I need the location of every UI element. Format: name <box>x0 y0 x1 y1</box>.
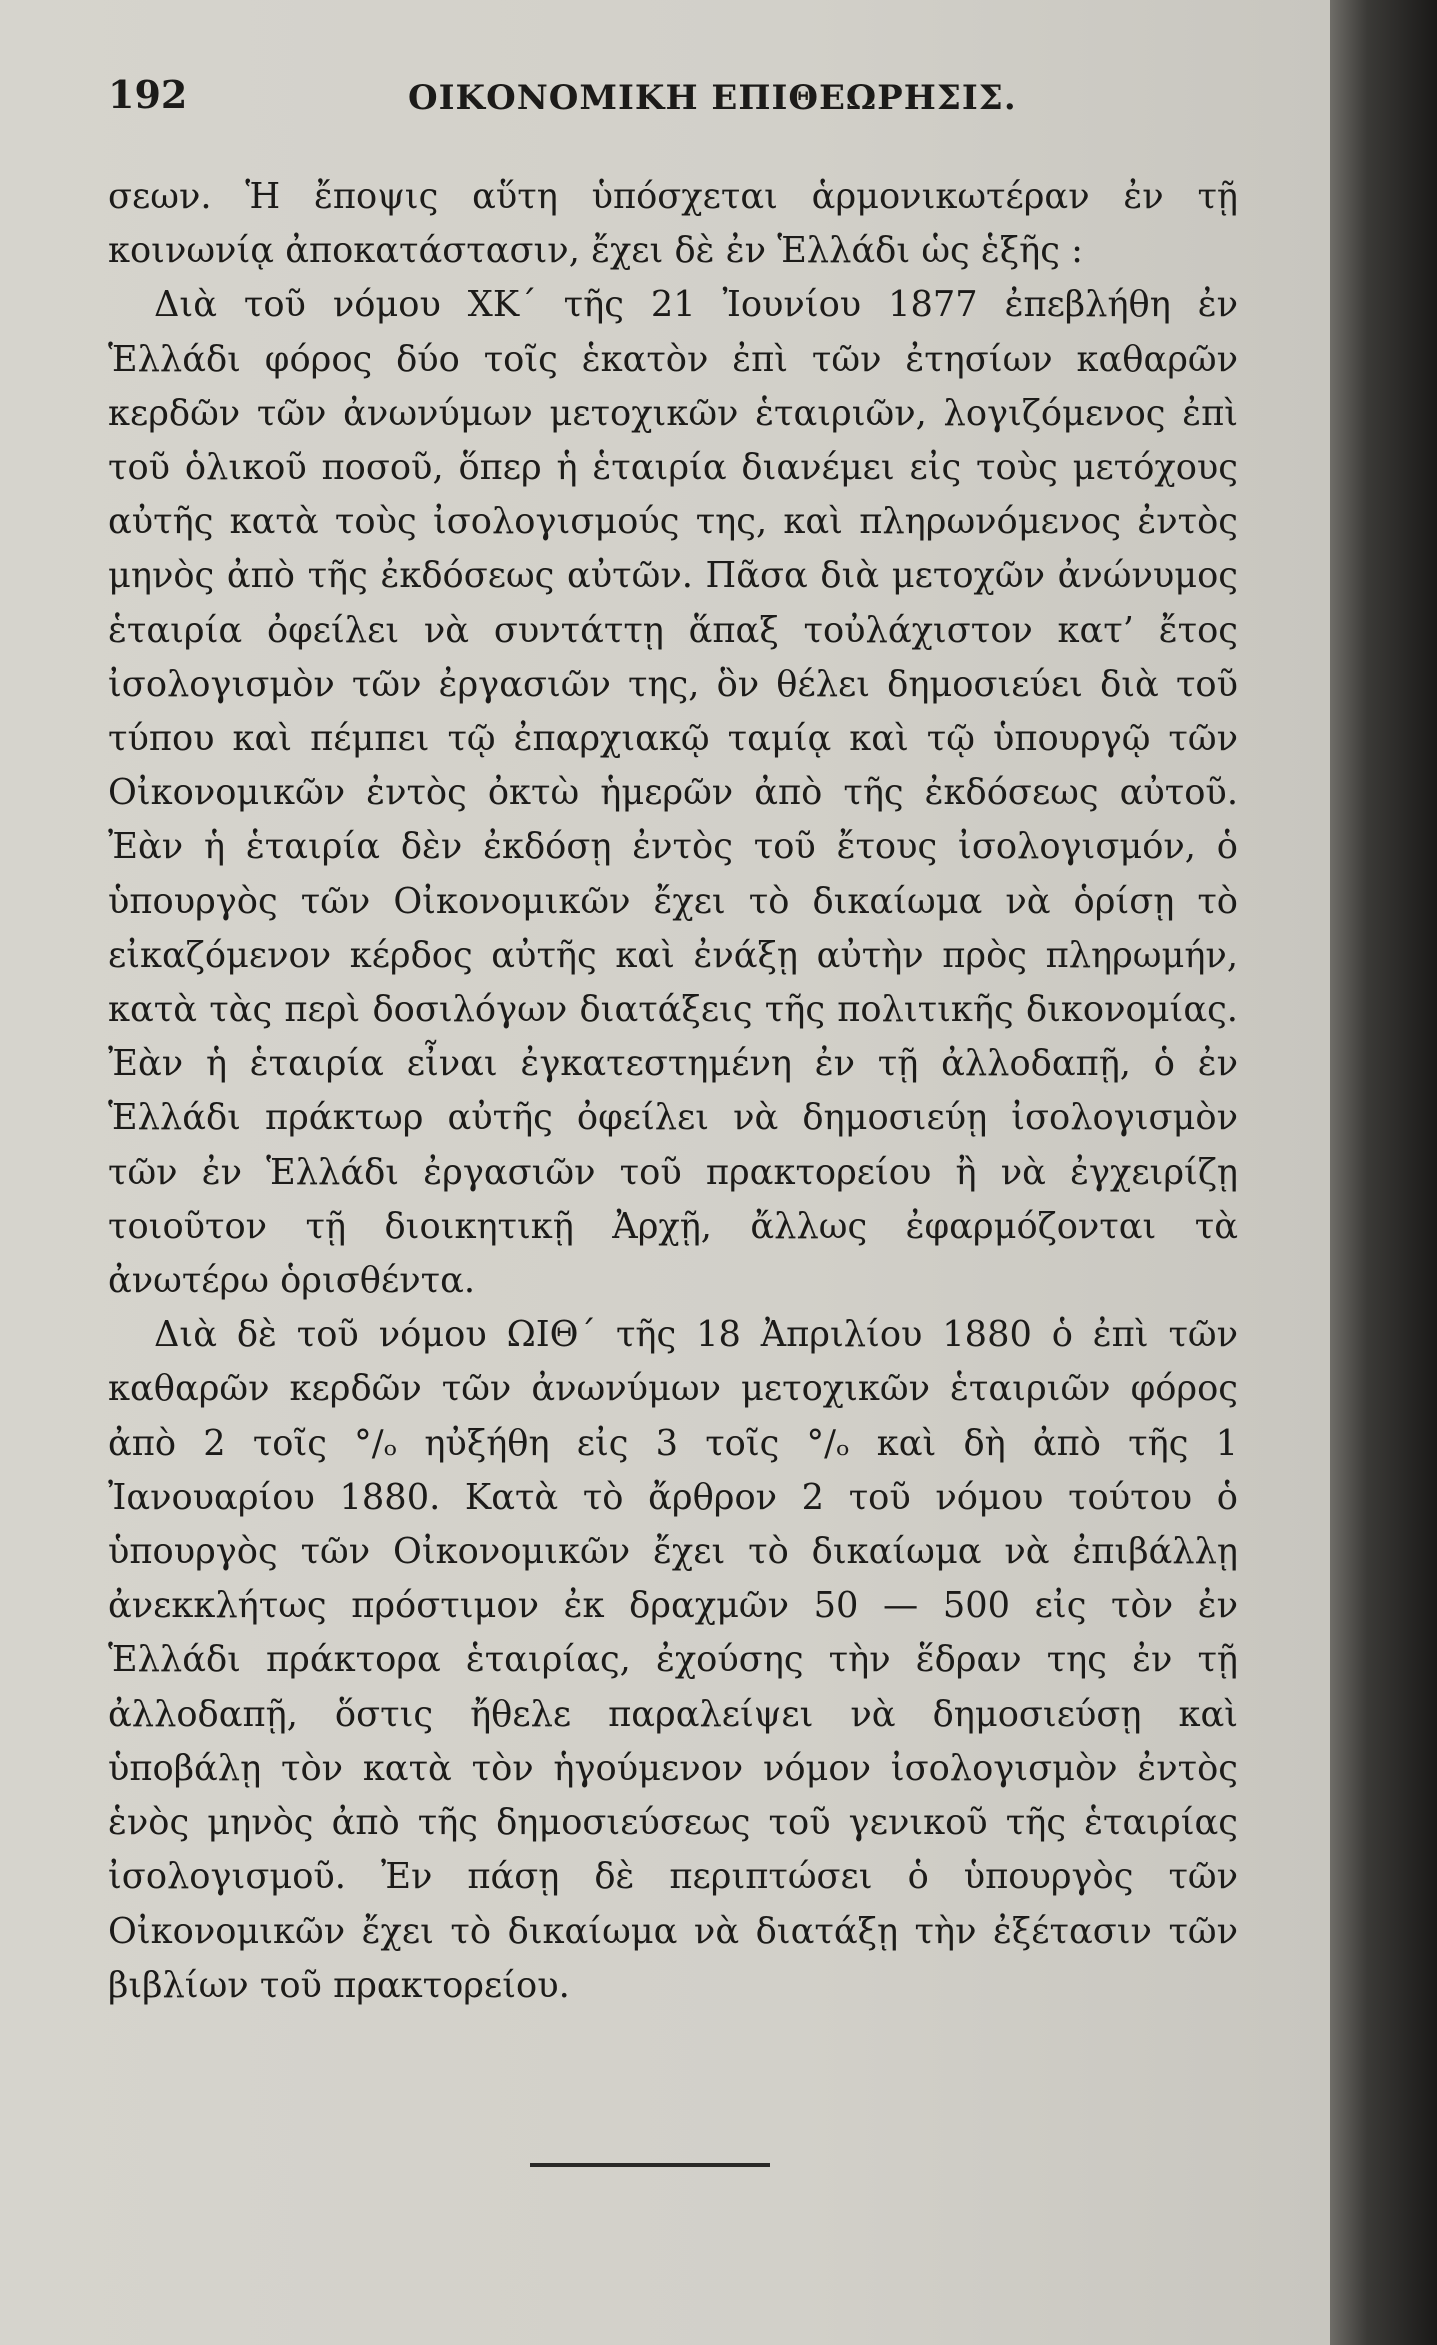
running-head: ΟΙΚΟΝΟΜΙΚΗ ΕΠΙΘΕΩΡΗΣΙΣ. <box>408 78 1017 118</box>
page-header <box>108 72 1238 132</box>
page-number: 192 <box>108 72 188 117</box>
paragraph-law-1880: Διὰ δὲ τοῦ νόμου ΩΙΘ΄ τῆς 18 Ἀπριλίου 1880 ὁ ἐπὶ τῶν καθαρῶν κερδῶν τῶν ἀνωνύμων μετοχικῶν ἑταιριῶν φόρος ἀπὸ 2 τοῖς °/ₒ ηὐξήθη εἰς 3 τοῖς °/ₒ καὶ δὴ ἀπὸ τῆς 1 Ἰανουαρίου 1880. Κατὰ τὸ ἄρθρον 2 τοῦ νόμου τούτου ὁ ὑπουργὸς τῶν Οἰκονομικῶν ἔχει τὸ δικαίωμα νὰ ἐπιβάλλῃ ἀνεκκλήτως πρόστιμον ἐκ δραχμῶν 50 — 500 εἰς τὸν ἐν Ἑλλάδι πράκτορα ἑταιρίας, ἐχούσης τὴν ἕδραν της ἐν τῇ ἀλλοδαπῇ, ὅστις ἤθελε παραλείψει νὰ δημοσιεύσῃ καὶ ὑποβάλῃ τὸν κατὰ τὸν ἡγούμενον νόμον ἰσολογισμὸν ἐντὸς ἑνὸς μηνὸς ἀπὸ τῆς δημοσιεύσεως τοῦ γενικοῦ τῆς ἑταιρίας ἰσολογισμοῦ. Ἐν πάσῃ δὲ περιπτώσει ὁ ὑπουργὸς τῶν Οἰκονομικῶν ἔχει τὸ δικαίωμα νὰ διατάξῃ τὴν ἐξέτασιν τῶν βιβλίων τοῦ πρακτορείου. <box>108 1314 1238 2006</box>
paragraph-law-1877: Διὰ τοῦ νόμου ΧΚ΄ τῆς 21 Ἰουνίου 1877 ἐπεβλήθη ἐν Ἑλλάδι φόρος δύο τοῖς ἑκατὸν ἐπὶ τῶν ἐτησίων καθαρῶν κερδῶν τῶν ἀνωνύμων μετοχικῶν ἑταιριῶν, λογιζόμενος ἐπὶ τοῦ ὁλικοῦ ποσοῦ, ὅπερ ἡ ἑταιρία διανέμει εἰς τοὺς μετόχους αὐτῆς κατὰ τοὺς ἰσολογισμούς της, καὶ πληρωνόμενος ἐντὸς μηνὸς ἀπὸ τῆς ἐκδόσεως αὐτῶν. Πᾶσα διὰ μετοχῶν ἀνώνυμος ἑταιρία ὀφείλει νὰ συντάττῃ ἅπαξ τοὐλάχιστον κατ’ ἔτος ἰσολογισμὸν τῶν ἐργασιῶν της, ὃν θέλει δημοσιεύει διὰ τοῦ τύπου καὶ πέμπει τῷ ἐπαρχιακῷ ταμίᾳ καὶ τῷ ὑπουργῷ τῶν Οἰκονομικῶν ἐντὸς ὀκτὼ ἡμερῶν ἀπὸ τῆς ἐκδόσεως αὐτοῦ. Ἐὰν ἡ ἑταιρία δὲν ἐκδόσῃ ἐντὸς τοῦ ἔτους ἰσολογισμόν, ὁ ὑπουργὸς τῶν Οἰκονομικῶν ἔχει τὸ δικαίωμα νὰ ὁρίσῃ τὸ εἰκαζόμενον κέρδος αὐτῆς καὶ ἐνάξῃ αὐτὴν πρὸς πληρωμήν, κατὰ τὰς περὶ δοσιλόγων διατάξεις τῆς πολιτικῆς δικονομίας. Ἐὰν ἡ ἑταιρία εἶναι ἐγκατεστημένη ἐν τῇ ἀλλοδαπῇ, ὁ ἐν Ἑλλάδι πράκτωρ αὐτῆς ὀφείλει νὰ δημοσιεύῃ ἰσολογισμὸν τῶν ἐν Ἑλλάδι ἐργασιῶν τοῦ πρακτορείου ἢ νὰ ἐγχειρίζῃ τοιοῦτον τῇ διοικητικῇ Ἀρχῇ, ἄλλως ἐφαρμόζονται τὰ ἀνωτέρω ὁρισθέντα. <box>108 284 1238 1302</box>
body-text <box>108 170 1238 2013</box>
paragraph-continuation: σεων. Ἡ ἔποψις αὕτη ὑπόσχεται ἁρμονικωτέραν ἐν τῇ κοινωνίᾳ ἀποκατάστασιν, ἔχει δὲ ἐν Ἑλλάδι ὡς ἑξῆς : <box>108 176 1238 272</box>
section-end-rule <box>530 2163 770 2167</box>
book-gutter-shadow <box>1330 0 1437 2345</box>
